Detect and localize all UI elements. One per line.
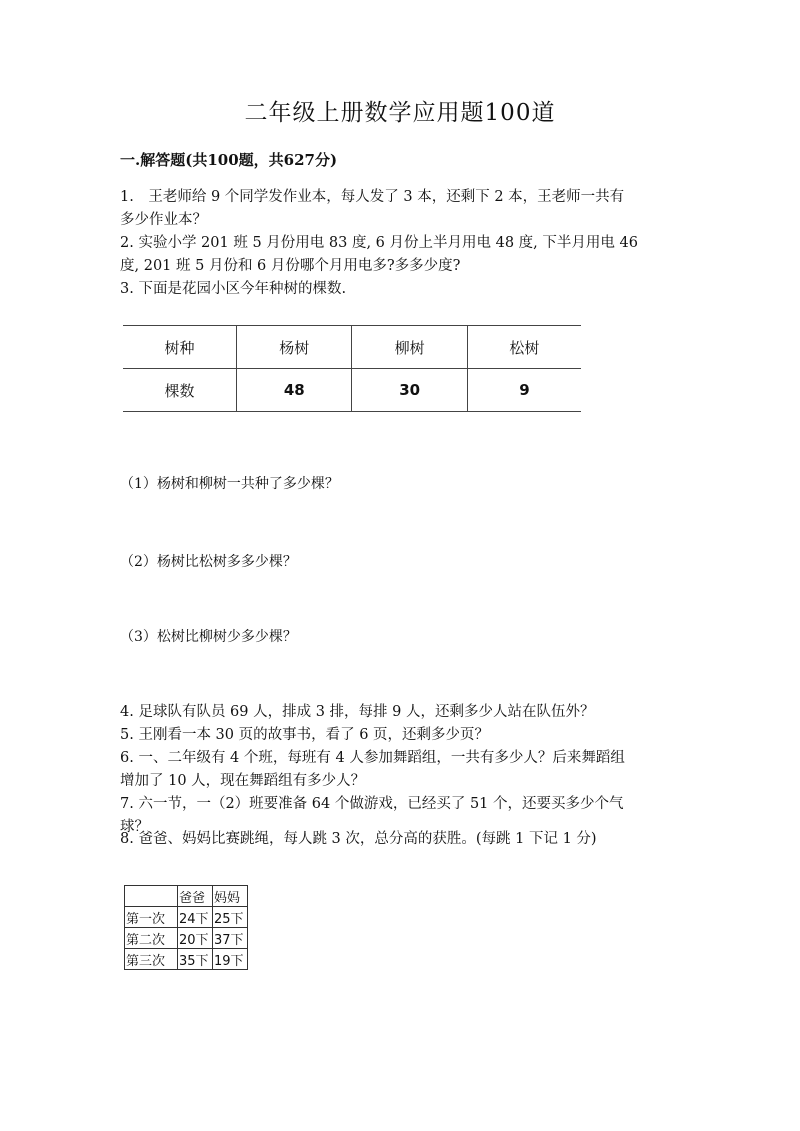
table-header-cell: 松树 (467, 326, 581, 369)
table-header-cell: 柳树 (352, 326, 467, 369)
question-1 (120, 186, 680, 232)
tree-count-table (123, 325, 581, 412)
section-heading: 一.解答题(共100题，共627分) (120, 151, 338, 169)
table-cell: 30 (352, 369, 467, 412)
table-row (125, 907, 248, 928)
table-header-cell (125, 886, 178, 907)
table-row-label: 第一次 (125, 907, 178, 928)
table-row (123, 326, 581, 369)
question-3-intro: 3. 下面是花园小区今年种树的棵数. (120, 281, 347, 297)
table-row (125, 886, 248, 907)
question-6-line1: 6. 一、二年级有 4 个班，每班有 4 人参加舞蹈组，一共有多少人？后来舞蹈组 (120, 750, 625, 766)
question-2-line2: 度, 201 班 5 月份和 6 月份哪个月用电多?多多少度? (120, 258, 461, 274)
question-3-sub2: （2）杨树比松树多多少棵？ (120, 554, 297, 570)
table-header-cell: 树种 (123, 326, 237, 369)
table-header-cell: 妈妈 (213, 886, 248, 907)
question-1-line2: 多少作业本？ (120, 212, 207, 228)
table-row-label: 棵数 (123, 369, 237, 412)
table-row-label: 第二次 (125, 928, 178, 949)
table-header-cell: 杨树 (237, 326, 352, 369)
question-4: 4. 足球队有队员 69 人，排成 3 排，每排 9 人，还剩多少人站在队伍外？ (120, 704, 595, 720)
question-5: 5. 王刚看一本 30 页的故事书，看了 6 页，还剩多少页？ (120, 727, 490, 743)
table-cell: 25下 (213, 907, 248, 928)
table-header-cell: 爸爸 (178, 886, 213, 907)
table-row (125, 928, 248, 949)
question-3-sub3: （3）松树比柳树少多少棵？ (120, 629, 297, 645)
table-cell: 24下 (178, 907, 213, 928)
question-7-line2: 球？ (120, 819, 149, 835)
question-7-line1: 7. 六一节，一（2）班要准备 64 个做游戏，已经买了 51 个，还要买多少个气 (120, 796, 624, 812)
question-8: 8. 爸爸、妈妈比赛跳绳，每人跳 3 次，总分高的获胜。(每跳 1 下记 1 分) (120, 831, 597, 847)
table-row (123, 369, 581, 412)
table-cell: 48 (237, 369, 352, 412)
table-row-label: 第三次 (125, 949, 178, 970)
question-1-line1: 1. 王老师给 9 个同学发作业本，每人发了 3 本，还剩下 2 本，王老师一共有 (120, 189, 625, 205)
question-2 (120, 232, 680, 278)
table-cell: 37下 (213, 928, 248, 949)
question-3-sub1: （1）杨树和柳树一共种了多少棵？ (120, 476, 339, 492)
page-title: 二年级上册数学应用题100道 (244, 100, 556, 126)
rope-skipping-table (124, 885, 248, 970)
table-row (125, 949, 248, 970)
question-6-line2: 增加了 10 人，现在舞蹈组有多少人？ (120, 773, 366, 789)
table-cell: 9 (467, 369, 581, 412)
table-cell: 19下 (213, 949, 248, 970)
table-cell: 20下 (178, 928, 213, 949)
table-cell: 35下 (178, 949, 213, 970)
question-2-line1: 2. 实验小学 201 班 5 月份用电 83 度, 6 月份上半月用电 48 度, 下半月用电 46 (120, 235, 638, 251)
question-6 (120, 747, 680, 793)
